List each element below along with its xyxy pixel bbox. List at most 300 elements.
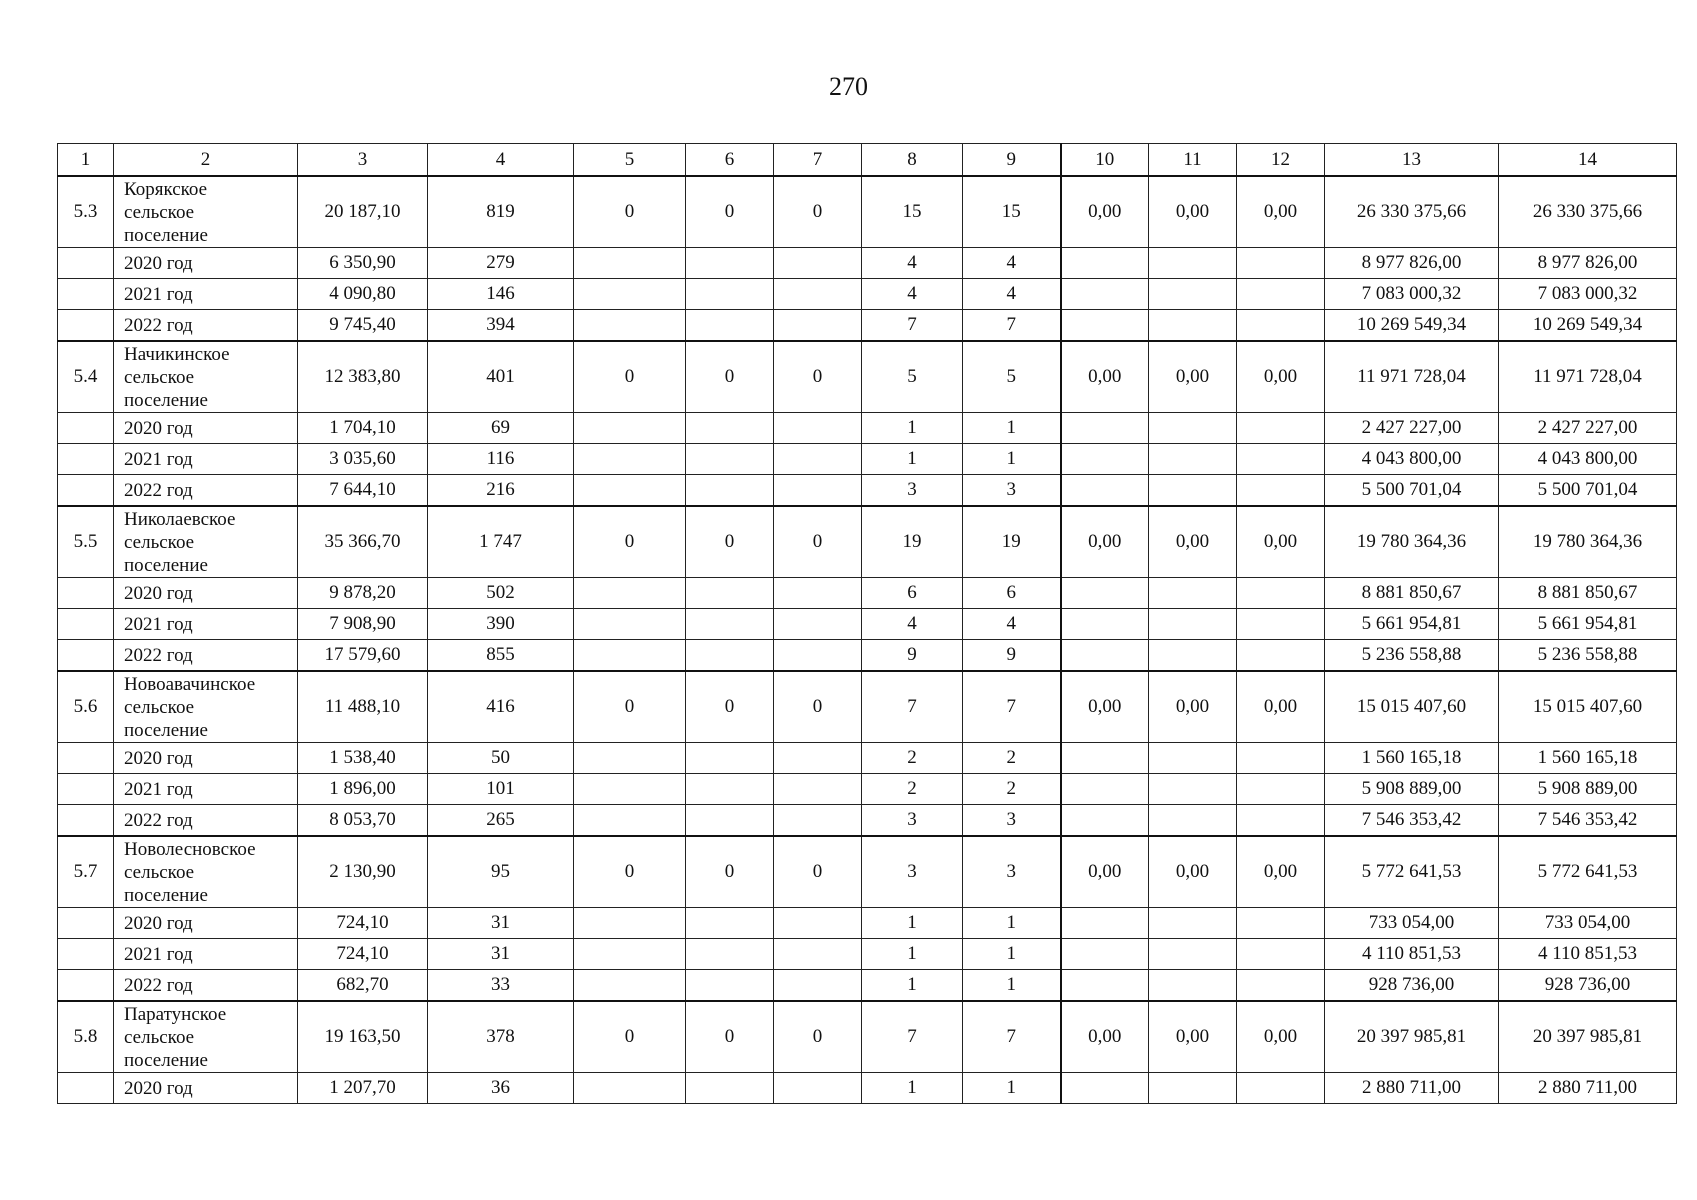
value-cell: 5 <box>862 341 963 413</box>
column-number-cell: 1 <box>58 144 114 177</box>
settlement-name-line: сельское <box>124 531 195 553</box>
value-cell: 7 546 353,42 <box>1499 805 1677 837</box>
value-cell: 4 110 851,53 <box>1499 939 1677 970</box>
value-cell: 733 054,00 <box>1325 908 1499 939</box>
value-cell: 7 083 000,32 <box>1325 279 1499 310</box>
value-cell: 394 <box>428 310 574 342</box>
value-cell <box>774 248 862 279</box>
settlement-name-line: поселение <box>124 719 208 741</box>
value-cell: 5 236 558,88 <box>1325 640 1499 672</box>
value-cell <box>1237 279 1325 310</box>
value-cell: 7 083 000,32 <box>1499 279 1677 310</box>
item-number: 5.5 <box>58 506 114 578</box>
value-cell <box>774 609 862 640</box>
value-cell: 4 043 800,00 <box>1499 444 1677 475</box>
year-row <box>58 310 1677 342</box>
value-cell: 20 397 985,81 <box>1499 1001 1677 1073</box>
value-cell: 5 500 701,04 <box>1499 475 1677 507</box>
year-row <box>58 774 1677 805</box>
value-cell: 11 488,10 <box>298 671 428 743</box>
table-body <box>58 144 1677 1104</box>
value-cell <box>574 640 686 672</box>
value-cell: 724,10 <box>298 939 428 970</box>
value-cell <box>1237 939 1325 970</box>
value-cell: 0 <box>574 836 686 908</box>
item-number-empty <box>58 908 114 939</box>
settlement-name-line: сельское <box>124 1026 195 1048</box>
value-cell: 6 <box>862 578 963 609</box>
value-cell: 216 <box>428 475 574 507</box>
value-cell <box>774 640 862 672</box>
value-cell: 4 110 851,53 <box>1325 939 1499 970</box>
value-cell: 0,00 <box>1061 176 1149 248</box>
value-cell: 10 269 549,34 <box>1499 310 1677 342</box>
value-cell: 19 780 364,36 <box>1499 506 1677 578</box>
value-cell: 4 <box>963 248 1061 279</box>
value-cell: 855 <box>428 640 574 672</box>
settlement-row <box>58 671 1677 743</box>
value-cell <box>686 774 774 805</box>
value-cell: 5 908 889,00 <box>1325 774 1499 805</box>
value-cell: 0,00 <box>1061 836 1149 908</box>
year-label: 2020 год <box>114 908 298 939</box>
value-cell <box>1061 310 1149 342</box>
year-label: 2021 год <box>114 279 298 310</box>
item-number-empty <box>58 774 114 805</box>
value-cell: 401 <box>428 341 574 413</box>
value-cell <box>1237 743 1325 774</box>
value-cell <box>774 578 862 609</box>
year-label: 2020 год <box>114 743 298 774</box>
value-cell <box>774 743 862 774</box>
value-cell: 2 130,90 <box>298 836 428 908</box>
value-cell <box>1149 970 1237 1002</box>
value-cell: 3 <box>862 805 963 837</box>
settlement-name <box>114 176 298 248</box>
value-cell <box>686 475 774 507</box>
value-cell <box>1237 1073 1325 1104</box>
item-number-empty <box>58 939 114 970</box>
value-cell: 7 <box>862 310 963 342</box>
value-cell <box>1237 640 1325 672</box>
value-cell <box>1061 475 1149 507</box>
value-cell: 7 <box>963 671 1061 743</box>
value-cell: 1 <box>963 908 1061 939</box>
value-cell <box>774 1073 862 1104</box>
value-cell: 9 878,20 <box>298 578 428 609</box>
value-cell <box>1149 805 1237 837</box>
item-number: 5.8 <box>58 1001 114 1073</box>
value-cell: 69 <box>428 413 574 444</box>
value-cell <box>574 475 686 507</box>
value-cell: 4 <box>862 279 963 310</box>
value-cell: 26 330 375,66 <box>1499 176 1677 248</box>
value-cell: 1 <box>963 1073 1061 1104</box>
value-cell: 9 745,40 <box>298 310 428 342</box>
settlement-name-line: поселение <box>124 224 208 246</box>
value-cell: 390 <box>428 609 574 640</box>
value-cell <box>1149 1073 1237 1104</box>
value-cell <box>574 444 686 475</box>
settlement-name-line: Паратунское <box>124 1003 227 1025</box>
value-cell: 724,10 <box>298 908 428 939</box>
value-cell: 0,00 <box>1149 671 1237 743</box>
value-cell: 3 <box>862 836 963 908</box>
year-label: 2022 год <box>114 805 298 837</box>
value-cell: 0,00 <box>1149 176 1237 248</box>
value-cell <box>686 578 774 609</box>
value-cell: 0 <box>774 506 862 578</box>
item-number: 5.7 <box>58 836 114 908</box>
value-cell: 1 <box>963 444 1061 475</box>
column-number-row <box>58 144 1677 177</box>
value-cell: 1 <box>862 413 963 444</box>
value-cell <box>774 908 862 939</box>
value-cell: 7 546 353,42 <box>1325 805 1499 837</box>
settlement-name <box>114 506 298 578</box>
item-number-empty <box>58 413 114 444</box>
value-cell <box>1149 578 1237 609</box>
value-cell: 682,70 <box>298 970 428 1002</box>
value-cell: 19 780 364,36 <box>1325 506 1499 578</box>
year-row <box>58 248 1677 279</box>
year-row <box>58 578 1677 609</box>
value-cell: 0,00 <box>1149 506 1237 578</box>
value-cell: 5 <box>963 341 1061 413</box>
value-cell: 5 236 558,88 <box>1499 640 1677 672</box>
value-cell: 5 772 641,53 <box>1499 836 1677 908</box>
year-row <box>58 970 1677 1002</box>
year-label: 2020 год <box>114 413 298 444</box>
value-cell: 5 661 954,81 <box>1325 609 1499 640</box>
column-number-cell: 4 <box>428 144 574 177</box>
value-cell: 0 <box>686 176 774 248</box>
value-cell: 8 053,70 <box>298 805 428 837</box>
value-cell: 1 <box>862 970 963 1002</box>
value-cell <box>574 310 686 342</box>
value-cell: 2 <box>862 743 963 774</box>
column-number-cell: 11 <box>1149 144 1237 177</box>
year-row <box>58 939 1677 970</box>
value-cell: 3 035,60 <box>298 444 428 475</box>
value-cell <box>1061 444 1149 475</box>
value-cell: 31 <box>428 939 574 970</box>
value-cell: 8 977 826,00 <box>1499 248 1677 279</box>
value-cell: 31 <box>428 908 574 939</box>
value-cell: 0 <box>574 506 686 578</box>
year-row <box>58 908 1677 939</box>
value-cell <box>1237 310 1325 342</box>
value-cell: 0 <box>686 836 774 908</box>
value-cell: 7 644,10 <box>298 475 428 507</box>
value-cell: 3 <box>963 475 1061 507</box>
value-cell: 1 747 <box>428 506 574 578</box>
value-cell: 0 <box>574 341 686 413</box>
value-cell: 5 661 954,81 <box>1499 609 1677 640</box>
item-number-empty <box>58 475 114 507</box>
year-label: 2022 год <box>114 640 298 672</box>
value-cell <box>686 743 774 774</box>
value-cell <box>1149 743 1237 774</box>
value-cell: 15 <box>963 176 1061 248</box>
settlement-name <box>114 1001 298 1073</box>
value-cell: 26 330 375,66 <box>1325 176 1499 248</box>
value-cell: 0 <box>774 671 862 743</box>
year-label: 2021 год <box>114 444 298 475</box>
settlement-name-line: сельское <box>124 861 195 883</box>
column-number-cell: 3 <box>298 144 428 177</box>
value-cell <box>574 970 686 1002</box>
settlement-name-line: поселение <box>124 1049 208 1071</box>
settlement-name-line: поселение <box>124 554 208 576</box>
settlement-name-line: сельское <box>124 366 195 388</box>
page-number: 270 <box>829 72 868 101</box>
value-cell: 5 772 641,53 <box>1325 836 1499 908</box>
value-cell: 0,00 <box>1237 341 1325 413</box>
value-cell: 1 704,10 <box>298 413 428 444</box>
value-cell <box>1061 413 1149 444</box>
value-cell: 2 880 711,00 <box>1325 1073 1499 1104</box>
year-row <box>58 475 1677 507</box>
value-cell: 0 <box>774 176 862 248</box>
value-cell <box>774 310 862 342</box>
value-cell: 4 090,80 <box>298 279 428 310</box>
value-cell: 33 <box>428 970 574 1002</box>
settlement-name-line: Новоавачинское <box>124 673 256 695</box>
settlement-row <box>58 1001 1677 1073</box>
value-cell: 35 366,70 <box>298 506 428 578</box>
value-cell: 0,00 <box>1237 836 1325 908</box>
column-number-cell: 12 <box>1237 144 1325 177</box>
value-cell: 265 <box>428 805 574 837</box>
value-cell: 0,00 <box>1061 1001 1149 1073</box>
value-cell <box>1061 1073 1149 1104</box>
item-number-empty <box>58 310 114 342</box>
value-cell <box>686 1073 774 1104</box>
column-number-cell: 5 <box>574 144 686 177</box>
value-cell <box>1061 609 1149 640</box>
value-cell <box>574 279 686 310</box>
value-cell: 1 <box>963 970 1061 1002</box>
column-number-cell: 7 <box>774 144 862 177</box>
value-cell: 116 <box>428 444 574 475</box>
settlement-name-line: сельское <box>124 696 195 718</box>
value-cell <box>574 1073 686 1104</box>
value-cell: 4 <box>963 609 1061 640</box>
item-number-empty <box>58 609 114 640</box>
settlement-name <box>114 341 298 413</box>
value-cell: 15 <box>862 176 963 248</box>
value-cell: 12 383,80 <box>298 341 428 413</box>
value-cell <box>1237 413 1325 444</box>
value-cell <box>1149 908 1237 939</box>
value-cell: 9 <box>963 640 1061 672</box>
value-cell: 928 736,00 <box>1499 970 1677 1002</box>
item-number-empty <box>58 970 114 1002</box>
value-cell <box>1237 444 1325 475</box>
value-cell: 2 <box>862 774 963 805</box>
value-cell: 11 971 728,04 <box>1325 341 1499 413</box>
value-cell: 0 <box>686 1001 774 1073</box>
value-cell: 0,00 <box>1061 341 1149 413</box>
settlement-name <box>114 671 298 743</box>
settlement-name-line: сельское <box>124 201 195 223</box>
value-cell <box>686 609 774 640</box>
value-cell: 1 560 165,18 <box>1325 743 1499 774</box>
value-cell <box>1149 413 1237 444</box>
year-row <box>58 609 1677 640</box>
year-label: 2021 год <box>114 774 298 805</box>
value-cell <box>1061 248 1149 279</box>
settlement-name-line: поселение <box>124 884 208 906</box>
year-label: 2022 год <box>114 310 298 342</box>
column-number-cell: 9 <box>963 144 1061 177</box>
value-cell <box>686 310 774 342</box>
item-number: 5.4 <box>58 341 114 413</box>
year-label: 2020 год <box>114 1073 298 1104</box>
value-cell <box>574 908 686 939</box>
settlement-row <box>58 176 1677 248</box>
value-cell <box>1237 908 1325 939</box>
value-cell <box>574 413 686 444</box>
value-cell <box>1237 774 1325 805</box>
column-number-cell: 6 <box>686 144 774 177</box>
value-cell: 0 <box>774 1001 862 1073</box>
value-cell <box>1237 970 1325 1002</box>
value-cell: 7 <box>963 310 1061 342</box>
value-cell: 0 <box>686 506 774 578</box>
value-cell: 146 <box>428 279 574 310</box>
settlement-name-line: Николаевское <box>124 508 236 530</box>
value-cell: 0,00 <box>1061 671 1149 743</box>
value-cell <box>1149 939 1237 970</box>
value-cell: 2 427 227,00 <box>1499 413 1677 444</box>
value-cell: 4 <box>862 248 963 279</box>
settlement-name-line: Новолесновское <box>124 838 256 860</box>
year-row <box>58 640 1677 672</box>
value-cell <box>1061 743 1149 774</box>
value-cell: 101 <box>428 774 574 805</box>
settlement-row <box>58 341 1677 413</box>
value-cell <box>686 413 774 444</box>
item-number: 5.6 <box>58 671 114 743</box>
year-row <box>58 444 1677 475</box>
value-cell: 0,00 <box>1237 176 1325 248</box>
item-number-empty <box>58 640 114 672</box>
year-row <box>58 279 1677 310</box>
year-label: 2021 год <box>114 939 298 970</box>
value-cell: 2 <box>963 774 1061 805</box>
value-cell: 15 015 407,60 <box>1499 671 1677 743</box>
value-cell: 19 <box>963 506 1061 578</box>
value-cell <box>1149 279 1237 310</box>
value-cell <box>686 640 774 672</box>
value-cell <box>1237 248 1325 279</box>
value-cell <box>1149 248 1237 279</box>
value-cell: 3 <box>963 836 1061 908</box>
item-number-empty <box>58 743 114 774</box>
value-cell <box>774 970 862 1002</box>
value-cell: 0 <box>774 836 862 908</box>
value-cell: 1 <box>862 444 963 475</box>
year-label: 2022 год <box>114 475 298 507</box>
value-cell: 15 015 407,60 <box>1325 671 1499 743</box>
value-cell: 1 207,70 <box>298 1073 428 1104</box>
value-cell <box>686 279 774 310</box>
value-cell <box>774 413 862 444</box>
value-cell: 0,00 <box>1149 341 1237 413</box>
item-number: 5.3 <box>58 176 114 248</box>
value-cell <box>686 939 774 970</box>
value-cell: 0,00 <box>1149 1001 1237 1073</box>
value-cell: 1 560 165,18 <box>1499 743 1677 774</box>
value-cell: 8 977 826,00 <box>1325 248 1499 279</box>
value-cell: 4 <box>862 609 963 640</box>
value-cell: 6 350,90 <box>298 248 428 279</box>
value-cell <box>1149 475 1237 507</box>
settlement-name-line: Корякское <box>124 178 208 200</box>
year-row <box>58 413 1677 444</box>
column-number-cell: 10 <box>1061 144 1149 177</box>
year-row <box>58 805 1677 837</box>
value-cell: 1 <box>862 1073 963 1104</box>
value-cell <box>1061 970 1149 1002</box>
value-cell <box>1149 609 1237 640</box>
year-label: 2020 год <box>114 578 298 609</box>
value-cell: 11 971 728,04 <box>1499 341 1677 413</box>
value-cell: 10 269 549,34 <box>1325 310 1499 342</box>
settlements-table <box>57 143 1677 1104</box>
value-cell: 819 <box>428 176 574 248</box>
value-cell: 36 <box>428 1073 574 1104</box>
value-cell: 7 <box>963 1001 1061 1073</box>
value-cell <box>774 805 862 837</box>
value-cell: 0,00 <box>1237 506 1325 578</box>
value-cell <box>574 578 686 609</box>
value-cell <box>686 970 774 1002</box>
year-label: 2022 год <box>114 970 298 1002</box>
value-cell: 1 <box>963 939 1061 970</box>
value-cell <box>1237 475 1325 507</box>
value-cell <box>1149 774 1237 805</box>
value-cell: 3 <box>862 475 963 507</box>
value-cell <box>1237 578 1325 609</box>
value-cell: 20 397 985,81 <box>1325 1001 1499 1073</box>
value-cell: 1 <box>862 908 963 939</box>
value-cell: 0 <box>574 176 686 248</box>
value-cell <box>686 248 774 279</box>
value-cell <box>686 805 774 837</box>
value-cell <box>774 475 862 507</box>
value-cell: 1 <box>862 939 963 970</box>
value-cell <box>1149 310 1237 342</box>
value-cell: 1 <box>963 413 1061 444</box>
value-cell <box>1237 609 1325 640</box>
value-cell <box>774 279 862 310</box>
item-number-empty <box>58 578 114 609</box>
value-cell: 0 <box>686 341 774 413</box>
value-cell <box>774 774 862 805</box>
value-cell <box>774 444 862 475</box>
value-cell: 0,00 <box>1237 1001 1325 1073</box>
column-number-cell: 13 <box>1325 144 1499 177</box>
value-cell: 6 <box>963 578 1061 609</box>
value-cell: 0 <box>774 341 862 413</box>
year-row <box>58 1073 1677 1104</box>
value-cell: 0,00 <box>1061 506 1149 578</box>
value-cell: 416 <box>428 671 574 743</box>
value-cell <box>1237 805 1325 837</box>
